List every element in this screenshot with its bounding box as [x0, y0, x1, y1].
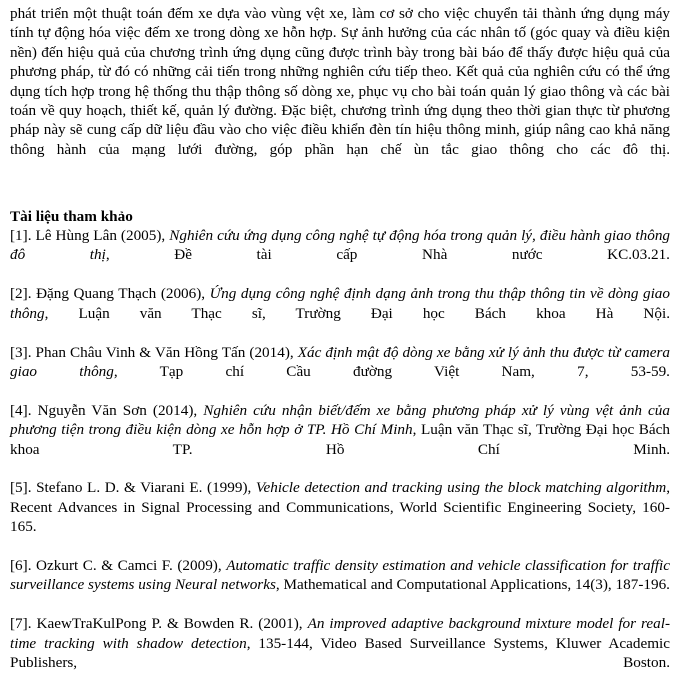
reference-authors: Phan Châu Vinh & Văn Hồng Tấn (2014),	[31, 343, 298, 361]
references-list	[10, 226, 670, 692]
reference-authors: KaewTraKulPong P. & Bowden R. (2001),	[31, 615, 308, 633]
reference-authors: Stefano L. D. & Viarani E. (1999),	[31, 479, 256, 497]
reference-source: , Luận văn Thạc sĩ, Trường Đại học Bách khoa Hà Nội.	[44, 304, 670, 322]
reference-title: An improved adaptive background mixture model for real-time tracking with shadow detection	[10, 615, 670, 652]
reference-number: [2].	[10, 285, 32, 303]
section-spacer	[10, 179, 670, 207]
reference-item	[10, 226, 670, 284]
reference-title: Vehicle detection and tracking using the block matching algorithm	[255, 479, 667, 497]
reference-authors: Đặng Quang Thạch (2006),	[31, 285, 210, 303]
reference-item	[10, 401, 670, 479]
reference-source: , Đề tài cấp Nhà nước KC.03.21.	[105, 246, 670, 264]
body-paragraph: phát triển một thuật toán đếm xe dựa vào vùng vệt xe, làm cơ sở cho việc chuyển tải thành ứng dụng máy tính tự động hóa việc đếm xe trong dòng xe hỗn hợp. Sự ảnh hưởng của các nhân tố (góc quay và điều kiện nền) đến hiệu quả của chương trình ứng dụng cũng được trình bày trong bài báo để thấy được hiệu quả của phương pháp, từ đó có những cải tiến trong những nghiên cứu tiếp theo. Kết quả của nghiên cứu có thể ứng dụng tích hợp trong hệ thống thu thập thông số dòng xe, phục vụ cho bài toán quản lý giao thông và các bài toán về quy hoạch, thiết kế, quản lý đường. Đặc biệt, chương trình ứng dụng theo thời gian thực từ phương pháp này sẽ cung cấp dữ liệu đầu vào cho việc điều khiển đèn tín hiệu thông minh, giúp nâng cao khả năng thông hành của mạng lưới đường, góp phần hạn chế ùn tắc giao thông cho các đô thị.	[10, 5, 670, 158]
reference-title: Ứng dụng công nghệ định dạng ảnh trong thu thập thông tin về dòng giao thông	[10, 285, 670, 322]
reference-item	[10, 478, 670, 556]
reference-authors: Ozkurt C. & Camci F. (2009),	[31, 556, 227, 574]
reference-item	[10, 614, 670, 692]
reference-title: Xác định mật độ dòng xe bằng xử lý ảnh thu được từ camera giao thông	[10, 343, 670, 380]
reference-source: , Tạp chí Cầu đường Việt Nam, 7, 53-59.	[113, 362, 670, 380]
reference-source: , Luận văn Thạc sĩ, Trường Đại học Bách khoa TP. Hồ Chí Minh.	[10, 421, 670, 458]
reference-item	[10, 556, 670, 614]
reference-number: [1].	[10, 227, 32, 245]
reference-source: , Mathematical and Computational Applications, 14(3), 187-196.	[275, 576, 670, 594]
reference-title: Automatic traffic density estimation and vehicle classification for traffic surveillance systems using Neural networks	[10, 556, 670, 594]
reference-number: [4].	[10, 401, 32, 419]
reference-source: , Recent Advances in Signal Processing and Communications, World Scientific Engineering Society, 160-165.	[10, 479, 670, 536]
reference-title: Nghiên cứu nhận biết/đếm xe bằng phương pháp xử lý vùng vệt ảnh của phương tiện trong điều kiện dòng xe hỗn hợp ở TP. Hồ Chí Minh	[10, 401, 670, 439]
reference-title: Nghiên cứu ứng dụng công nghệ tự động hóa trong quản lý, điều hành giao thông đô thị	[10, 227, 671, 264]
reference-number: [7].	[10, 615, 32, 633]
reference-item	[10, 343, 670, 401]
reference-authors: Lê Hùng Lân (2005),	[31, 227, 170, 245]
reference-authors: Nguyễn Văn Sơn (2014),	[31, 401, 204, 419]
reference-number: [3].	[10, 343, 32, 361]
reference-number: [6].	[10, 556, 32, 574]
reference-item	[10, 284, 670, 342]
reference-number: [5].	[10, 479, 32, 497]
reference-source: , 135-144, Video Based Surveillance Systems, Kluwer Academic Publishers, Boston.	[10, 634, 670, 671]
references-heading: Tài liệu tham khảo	[10, 207, 133, 225]
